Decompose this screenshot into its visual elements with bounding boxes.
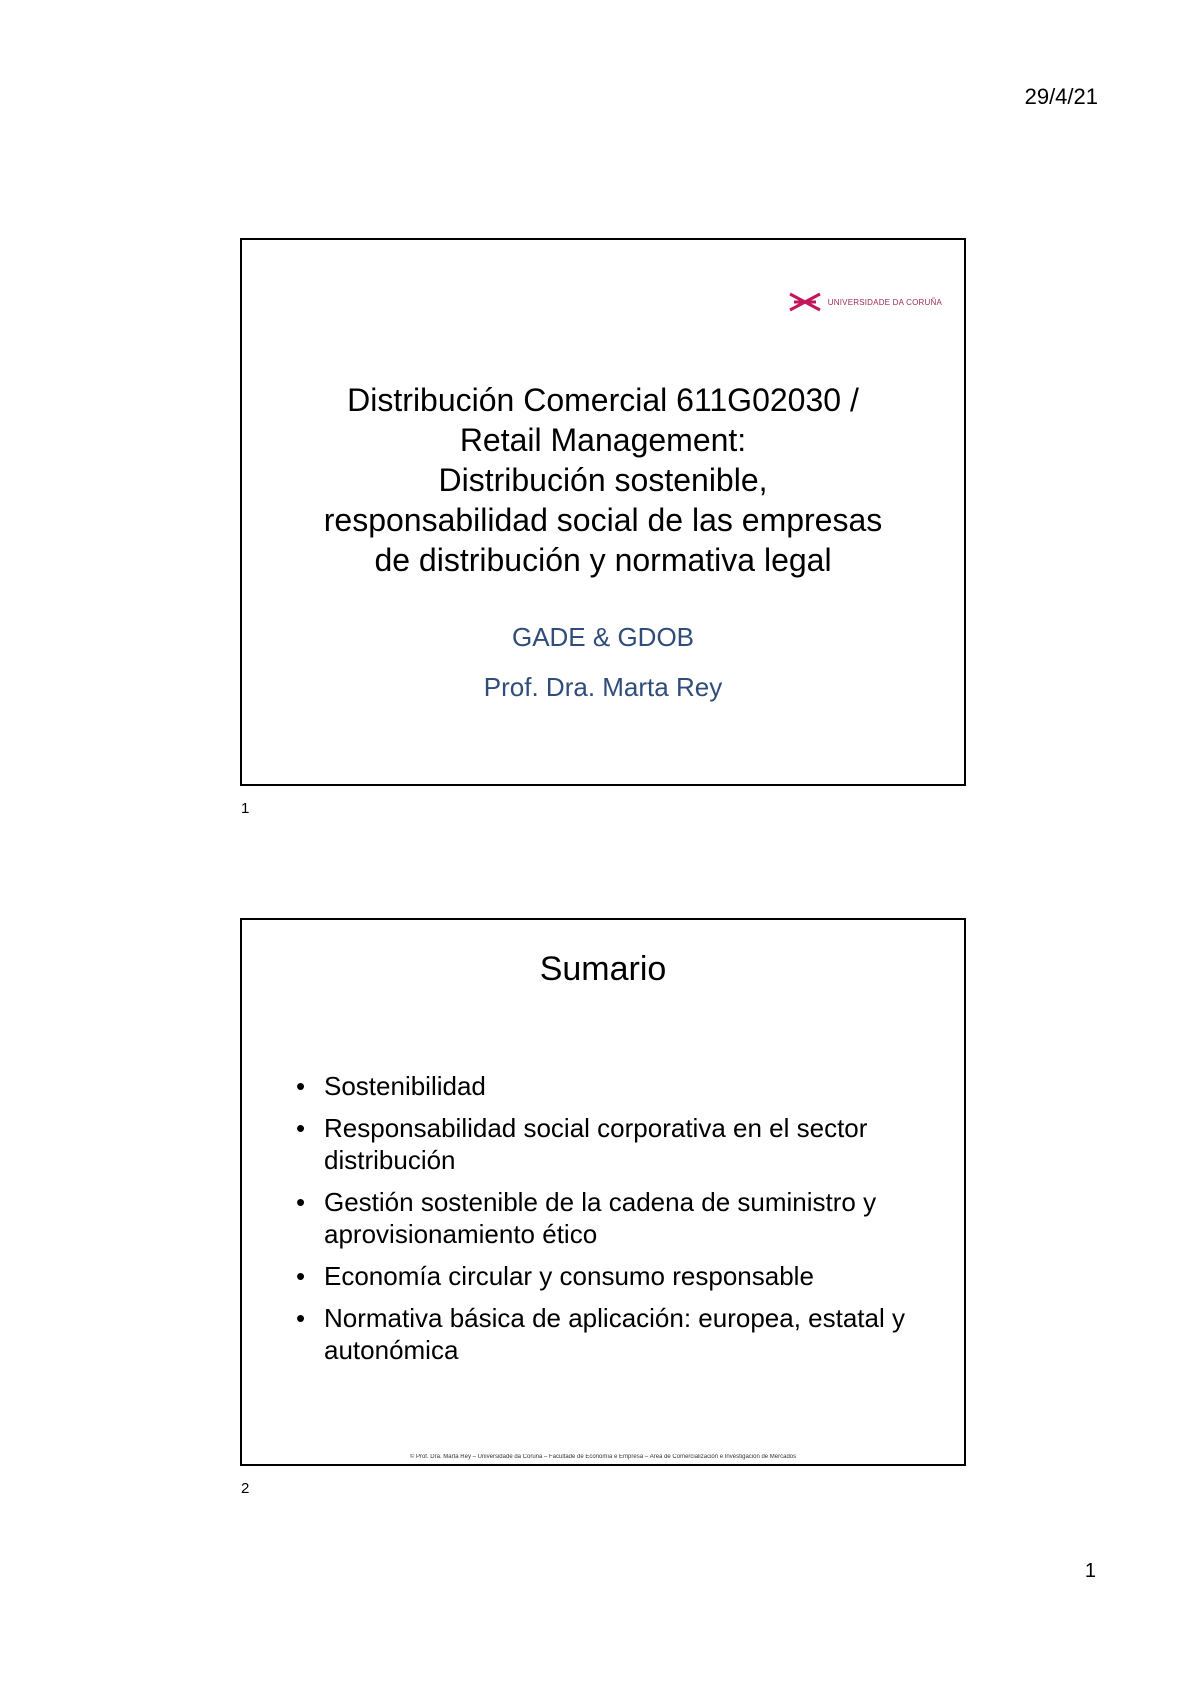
- slide-1-title: [242, 380, 964, 580]
- slide-number: 2: [241, 1480, 250, 1497]
- list-item: • Normativa básica de aplicación: europea, estatal y autonómica: [290, 1302, 934, 1366]
- slide-2-title: Sumario: [539, 950, 667, 988]
- slide-footer: © Prof. Dra. Marta Rey – Universidade da Coruña – Facultade de Economía e Empresa – Área de Comercialización e Investigación de Mercados: [409, 1454, 797, 1460]
- title-line: responsabilidad social de las empresas: [323, 502, 883, 538]
- title-line: Distribución sostenible,: [438, 462, 768, 498]
- page-number: 1: [1084, 1560, 1096, 1582]
- slide-1: [240, 238, 966, 786]
- list-item: • Responsabilidad social corporativa en el sector distribución: [290, 1112, 934, 1176]
- title-line: de distribución y normativa legal: [374, 542, 832, 578]
- university-logo: [788, 292, 942, 312]
- date-header: 29/4/21: [1024, 84, 1098, 109]
- author-name: Prof. Dra. Marta Rey: [483, 672, 723, 702]
- slide-2: [240, 918, 966, 1466]
- summary-list: [290, 1070, 934, 1376]
- list-item: • Economía circular y consumo responsable: [290, 1260, 934, 1292]
- title-line: Distribución Comercial 611G02030 /: [347, 382, 859, 418]
- logo-text: UNIVERSIDADE DA CORUÑA: [827, 297, 942, 307]
- university-emblem-icon: [788, 292, 822, 312]
- title-line: Retail Management:: [459, 422, 747, 458]
- slide-number: 1: [241, 800, 250, 817]
- list-item: • Sostenibilidad: [290, 1070, 934, 1102]
- course-subtitle: GADE & GDOB: [511, 622, 695, 652]
- list-item: • Gestión sostenible de la cadena de suministro y aprovisionamiento ético: [290, 1186, 934, 1250]
